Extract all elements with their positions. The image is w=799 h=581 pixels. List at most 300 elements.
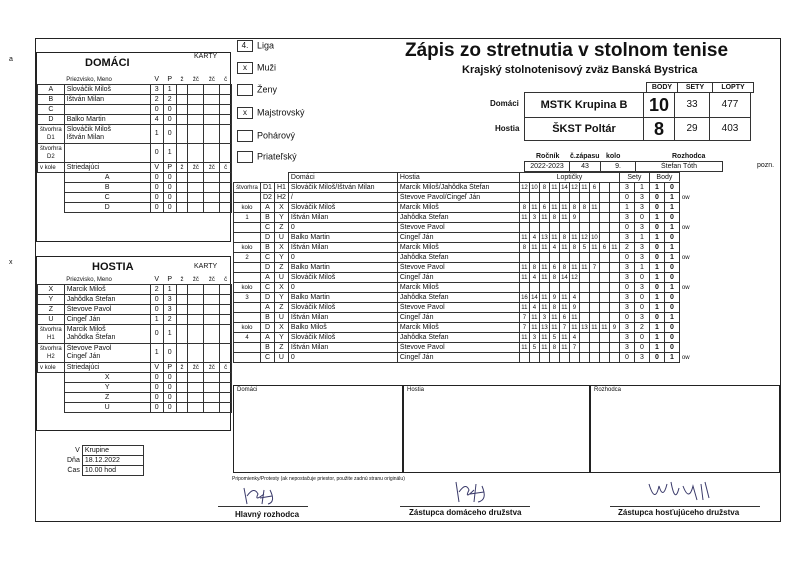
subs-header: Striedajúci <box>64 163 150 173</box>
ball-score: 11 <box>541 304 548 311</box>
home-sets: 3 <box>619 293 634 303</box>
away-sets: 3 <box>634 253 649 263</box>
home-points: 1 <box>649 303 664 313</box>
ball-score <box>519 193 529 203</box>
option-1[interactable] <box>237 62 276 74</box>
option-checkbox[interactable]: x <box>237 62 253 74</box>
match-row <box>234 283 695 293</box>
ball-score <box>549 283 559 293</box>
doubles-row <box>38 344 232 363</box>
match-away-code: X <box>274 203 288 213</box>
card-cell <box>220 183 232 193</box>
match-away-player: Jahôdka Štefan <box>397 253 519 263</box>
card-cell <box>220 95 232 105</box>
away-points: 0 <box>664 273 679 283</box>
sub-wins: 0 <box>150 393 163 403</box>
away-sets: 3 <box>634 203 649 213</box>
away-points: 1 <box>664 253 679 263</box>
player-wins: 0 <box>150 105 163 115</box>
match-group: 3 <box>234 293 261 303</box>
ball-score: 9 <box>549 293 559 303</box>
home-sets: 1 <box>619 203 634 213</box>
away-players-table <box>37 275 232 413</box>
ball-score: 11 <box>571 314 578 321</box>
match-note <box>679 183 694 193</box>
match-row <box>234 323 695 333</box>
matches-table <box>233 172 695 363</box>
match-note <box>679 343 694 353</box>
match-row <box>234 203 695 213</box>
sub-losses: 0 <box>163 383 176 393</box>
points-header: Body <box>649 173 679 183</box>
away-points: 1 <box>664 243 679 253</box>
header-row <box>38 75 232 85</box>
ball-score <box>549 193 559 203</box>
ball-score <box>539 283 549 293</box>
match-group <box>234 313 261 323</box>
card-cell <box>220 193 232 203</box>
doubles-wins: 1 <box>150 125 163 144</box>
match-note: ow <box>681 354 690 361</box>
lopty-header: LOPTY <box>713 83 754 93</box>
card-cell <box>204 193 220 203</box>
ball-score: 11 <box>521 334 528 341</box>
body-header: BODY <box>647 83 678 93</box>
doubles-losses: 1 <box>163 325 176 344</box>
ball-score <box>579 293 589 303</box>
home-sign-line <box>400 506 530 507</box>
card-cell <box>188 383 204 393</box>
ball-score <box>589 313 599 323</box>
card-cell <box>204 144 220 163</box>
card-col-header: č <box>220 363 232 373</box>
ball-score <box>539 223 549 233</box>
sub-wins: 0 <box>150 193 163 203</box>
home-sets: 3 <box>619 303 634 313</box>
ball-score <box>559 223 569 233</box>
ball-score: 8 <box>549 303 559 313</box>
ball-score: 11 <box>531 204 538 211</box>
match-away-player: Števove Pavol/Cingeľ Ján <box>397 193 519 203</box>
sub-losses: 0 <box>163 403 176 413</box>
card-cell <box>204 344 220 363</box>
home-team-name: MSTK Krupina B <box>525 93 644 118</box>
away-sets: 0 <box>634 343 649 353</box>
match-group: kolo <box>234 203 261 213</box>
doubles-wins: 0 <box>150 144 163 163</box>
match-note <box>679 303 694 313</box>
ball-score: 7 <box>569 343 579 353</box>
match-home-code: D <box>261 263 275 273</box>
subs-header: Striedajúci <box>64 363 150 373</box>
doubles-losses: 0 <box>163 125 176 144</box>
ball-score: 6 <box>599 243 609 253</box>
ball-score: 11 <box>551 324 558 331</box>
ball-score <box>579 333 589 343</box>
match-home-player: 0 <box>288 283 397 293</box>
player-wins: 4 <box>150 115 163 125</box>
option-3[interactable] <box>237 107 305 119</box>
ball-score <box>609 283 619 293</box>
away-points: 1 <box>664 313 679 323</box>
home-body: 10 <box>644 93 675 118</box>
away-body: 8 <box>644 118 675 141</box>
match-group: kolo <box>234 243 261 253</box>
card-cell <box>204 203 220 213</box>
header-row <box>38 275 232 285</box>
ball-score: 9 <box>569 303 579 313</box>
ball-score <box>519 253 529 263</box>
ball-score: 11 <box>541 334 548 341</box>
match-note: ow <box>681 224 690 231</box>
referee-sign-label: Hlavný rozhodca <box>235 510 300 519</box>
home-points: 1 <box>649 343 664 353</box>
option-checkbox[interactable] <box>237 151 253 163</box>
subs-header-row <box>38 163 232 173</box>
doubles-player-name: Slováčik Miloš <box>66 126 112 133</box>
ball-score: 12 <box>571 274 578 281</box>
sub-losses: 0 <box>163 193 176 203</box>
ball-score: 11 <box>531 244 538 251</box>
home-sets: 0 <box>619 313 634 323</box>
v-header: V <box>154 75 160 83</box>
match-home-player: Balko Martin <box>288 293 397 303</box>
ball-score: 11 <box>541 344 548 351</box>
ball-score <box>599 183 609 193</box>
home-panel <box>36 52 231 242</box>
ball-score <box>599 193 609 203</box>
ball-score: 6 <box>559 313 569 323</box>
ball-score: 8 <box>529 263 539 273</box>
sub-code: X <box>64 373 150 383</box>
ball-score: 11 <box>581 264 588 271</box>
card-col-header: č <box>220 163 232 173</box>
home-notes-box <box>233 385 403 473</box>
away-sign-line <box>610 506 760 507</box>
matches-header-row <box>234 173 695 183</box>
ball-score: 8 <box>559 233 569 243</box>
ball-score: 14 <box>561 184 568 191</box>
player-code: D <box>38 115 65 125</box>
match-note <box>679 293 694 303</box>
option-5[interactable] <box>237 151 297 163</box>
ball-score: 12 <box>521 184 528 191</box>
away-sets: 0 <box>634 333 649 343</box>
ball-score: 7 <box>519 323 529 333</box>
card-cell <box>220 85 232 95</box>
referee-name: Štefan Tóth <box>636 162 723 172</box>
card-cell <box>204 125 220 144</box>
ball-score: 13 <box>581 324 588 331</box>
match-home-player: Slováčik Miloš <box>288 203 397 213</box>
match-away-player: Cingeľ Ján <box>397 273 519 283</box>
summary-table <box>524 92 751 141</box>
home-label: Domáci <box>490 99 519 108</box>
home-sets: 0 <box>619 253 634 263</box>
away-points: 1 <box>664 193 679 203</box>
ball-score <box>529 253 539 263</box>
group-header <box>234 173 261 183</box>
sub-losses: 0 <box>163 373 176 383</box>
ball-score <box>599 303 609 313</box>
subs-round-label: v kole <box>38 363 65 373</box>
ball-score: 8 <box>539 183 549 193</box>
match-row <box>234 263 695 273</box>
ball-score <box>609 213 619 223</box>
card-cell <box>176 173 188 183</box>
doubles-player-name: Števove Pavol <box>66 345 112 352</box>
match-away-code: U <box>274 313 288 323</box>
player-losses: 2 <box>163 95 176 105</box>
ball-score <box>609 223 619 233</box>
card-cell <box>176 95 188 105</box>
ball-score: 7 <box>589 263 599 273</box>
ball-score: 11 <box>561 204 568 211</box>
player-code: Y <box>38 295 65 305</box>
sub-losses: 0 <box>163 173 176 183</box>
ball-score <box>569 283 579 293</box>
player-losses: 1 <box>163 85 176 95</box>
option-label: Priateľský <box>257 151 297 162</box>
player-row <box>38 315 232 325</box>
match-group <box>234 193 261 203</box>
match-group <box>234 353 261 363</box>
home-sets: 3 <box>619 263 634 273</box>
home-points: 0 <box>649 223 664 233</box>
protest-note: Pripomienky/Protesty (ak nepostačuje priestor, použite zadnú stranu originálu) <box>232 476 405 482</box>
match-group: 4 <box>234 333 261 343</box>
ball-score <box>539 253 549 263</box>
card-cell <box>188 295 204 305</box>
match-home-player: Balko Martin <box>288 233 397 243</box>
card-cell <box>188 105 204 115</box>
ball-score <box>549 353 559 363</box>
ball-score <box>519 353 529 363</box>
ball-score: 7 <box>559 323 569 333</box>
note-header <box>679 173 694 183</box>
ball-score <box>609 353 619 363</box>
ball-score <box>529 353 539 363</box>
ball-score <box>579 313 589 323</box>
card-cell <box>220 173 232 183</box>
option-checkbox[interactable] <box>237 84 253 96</box>
match-row <box>234 193 695 203</box>
note-label: pozn. <box>757 162 775 169</box>
p-header: P <box>167 275 173 283</box>
ball-score: 11 <box>541 244 548 251</box>
card-cell <box>204 105 220 115</box>
home-sets: 0 <box>619 283 634 293</box>
option-0[interactable] <box>237 40 274 52</box>
ball-score <box>589 213 599 223</box>
ball-score: 11 <box>541 264 548 271</box>
doubles-names <box>64 125 150 144</box>
home-points: 0 <box>649 313 664 323</box>
sub-losses: 0 <box>163 393 176 403</box>
home-sets: 0 <box>619 223 634 233</box>
match-away-code: X <box>274 283 288 293</box>
doubles-code: štvorhra D2 <box>38 144 65 163</box>
card-cell <box>176 203 188 213</box>
card-cell <box>188 393 204 403</box>
v-header: V <box>150 163 163 173</box>
ball-score: 13 <box>541 234 548 241</box>
card-col-header: žč <box>188 163 204 173</box>
ball-score <box>609 273 619 283</box>
card-cell <box>176 144 188 163</box>
player-code: U <box>38 315 65 325</box>
ball-score: 6 <box>589 183 599 193</box>
ball-score: 10 <box>531 184 538 191</box>
name-header: Priezvisko, Meno <box>66 76 112 83</box>
sub-row <box>38 193 232 203</box>
ball-score <box>599 353 609 363</box>
match-home-code: B <box>261 343 275 353</box>
doubles-code: štvorhra H1 <box>38 325 65 344</box>
match-number: 43 <box>570 162 601 172</box>
card-cell <box>220 203 232 213</box>
match-note <box>679 333 694 343</box>
ball-score: 11 <box>521 234 528 241</box>
ball-score <box>569 253 579 263</box>
card-cell <box>204 373 220 383</box>
ball-score: 11 <box>541 274 548 281</box>
corner-letter-x: x <box>9 259 13 266</box>
ball-score <box>579 213 589 223</box>
ball-score <box>609 263 619 273</box>
away-points: 1 <box>664 283 679 293</box>
away-team-name: ŠKST Poltár <box>525 118 644 141</box>
ball-score: 11 <box>611 244 618 251</box>
option-2[interactable] <box>237 84 277 96</box>
match-home-code: A <box>261 203 275 213</box>
away-sets: 0 <box>634 303 649 313</box>
option-checkbox[interactable]: 4. <box>237 40 253 52</box>
ball-score <box>519 283 529 293</box>
away-notes-box <box>403 385 590 473</box>
card-cell <box>176 344 188 363</box>
home-players-table <box>37 75 232 213</box>
card-col-header: žč <box>192 276 199 283</box>
away-sets: 1 <box>634 263 649 273</box>
match-note <box>679 213 694 223</box>
sub-blank <box>38 203 65 213</box>
ball-score <box>589 253 599 263</box>
ball-score: 9 <box>569 213 579 223</box>
ball-score <box>589 343 599 353</box>
ball-score: 11 <box>561 294 568 301</box>
away-sets: 0 <box>634 293 649 303</box>
home-sets: 3 <box>619 183 634 193</box>
home-sets: 0 <box>619 353 634 363</box>
card-col-header: č <box>224 276 228 283</box>
ball-score: 4 <box>529 233 539 243</box>
ball-score: 5 <box>579 243 589 253</box>
match-group <box>234 263 261 273</box>
home-sety: 33 <box>675 93 710 118</box>
ball-score: 5 <box>549 333 559 343</box>
card-cell <box>176 183 188 193</box>
doubles-player-name: Cingeľ Ján <box>66 353 101 360</box>
ball-score: 11 <box>561 304 568 311</box>
match-row <box>234 313 695 323</box>
away-sets: 3 <box>634 353 649 363</box>
ball-score: 7 <box>519 313 529 323</box>
ball-score: 3 <box>539 313 549 323</box>
player-code: Z <box>38 305 65 315</box>
card-cell <box>188 95 204 105</box>
match-row <box>234 183 695 193</box>
ball-score <box>569 223 579 233</box>
name-header: Priezvisko, Meno <box>66 276 112 283</box>
card-cell <box>204 403 220 413</box>
card-cell <box>176 115 188 125</box>
match-away-code: H2 <box>274 193 288 203</box>
away-sets: 1 <box>634 233 649 243</box>
round-label: kolo <box>606 153 621 160</box>
option-checkbox[interactable] <box>237 130 253 142</box>
ball-score <box>599 253 609 263</box>
player-code: B <box>38 95 65 105</box>
match-home-code: C <box>261 353 275 363</box>
ball-score <box>549 223 559 233</box>
ball-score: 11 <box>591 204 598 211</box>
match-home-code: C <box>261 283 275 293</box>
ball-score <box>589 223 599 233</box>
ball-score: 11 <box>571 264 578 271</box>
referee-notes-box <box>590 385 780 473</box>
ball-score: 11 <box>561 334 568 341</box>
match-away-player: Marcik Miloš <box>397 323 519 333</box>
sub-row <box>38 383 232 393</box>
card-cell <box>220 393 232 403</box>
away-points: 0 <box>664 183 679 193</box>
ball-score <box>559 253 569 263</box>
match-group <box>234 223 261 233</box>
match-note <box>679 233 694 243</box>
ball-score <box>589 283 599 293</box>
ball-score: 11 <box>521 304 528 311</box>
match-away-player: Cingeľ Ján <box>397 233 519 243</box>
ball-score: 8 <box>549 343 559 353</box>
venue-date-label: Dňa <box>67 456 80 464</box>
sub-blank <box>38 373 65 383</box>
match-row <box>234 303 695 313</box>
matches-table-wrap <box>233 172 695 363</box>
ball-score <box>599 343 609 353</box>
card-cell <box>204 285 220 295</box>
option-4[interactable] <box>237 130 295 142</box>
option-checkbox[interactable]: x <box>237 107 253 119</box>
ball-score: 11 <box>521 344 528 351</box>
card-cell <box>220 305 232 315</box>
match-row <box>234 353 695 363</box>
sub-blank <box>38 173 65 183</box>
ball-score <box>599 223 609 233</box>
venue-date: 18.12.2022 <box>82 456 143 466</box>
player-code: X <box>38 285 65 295</box>
card-cell <box>176 193 188 203</box>
match-group: kolo <box>234 323 261 333</box>
player-row <box>38 295 232 305</box>
ball-score: 11 <box>561 214 568 221</box>
away-sets: 3 <box>634 313 649 323</box>
card-cell <box>176 403 188 413</box>
card-cell <box>176 373 188 383</box>
card-cell <box>176 285 188 295</box>
ball-score <box>609 313 619 323</box>
ball-score: 8 <box>569 203 579 213</box>
